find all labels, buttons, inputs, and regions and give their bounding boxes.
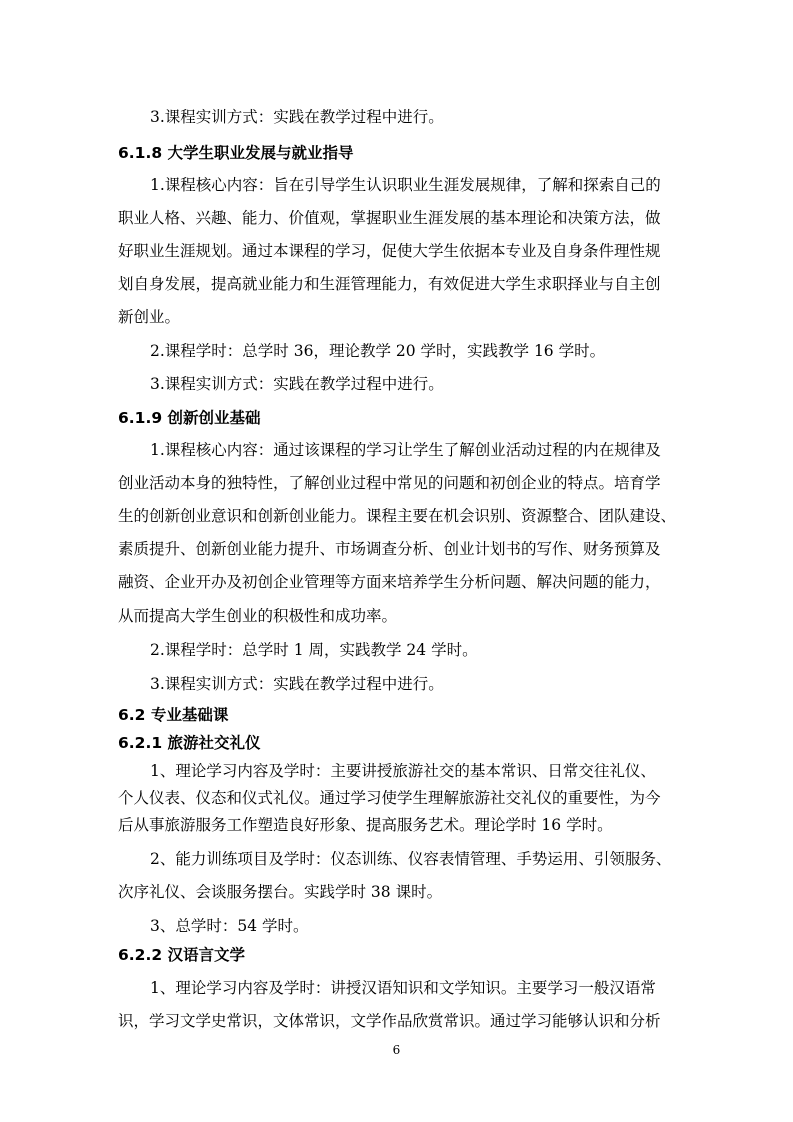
paragraph-line: 创业活动本身的独特性，了解创业过程中常见的问题和初创企业的特点。培育学	[118, 474, 661, 492]
paragraph-line: 1、理论学习内容及学时：主要讲授旅游社交的基本常识、日常交往礼仪、	[150, 762, 656, 780]
paragraph-line: 好职业生涯规划。通过本课程的学习，促使大学生依据本专业及自身条件理性规	[118, 242, 661, 260]
paragraph-line: 1.课程核心内容：通过该课程的学习让学生了解创业活动过程的内在规律及	[150, 441, 661, 459]
paragraph-line: 新创业。	[118, 308, 181, 326]
paragraph-line: 3.课程实训方式：实践在教学过程中进行。	[150, 375, 444, 393]
paragraph-line: 3、总学时：54 学时。	[150, 917, 309, 935]
paragraph-line: 生的创新创业意识和创新创业能力。课程主要在机会识别、资源整合、团队建设、	[118, 507, 677, 525]
paragraph-line: 1、理论学习内容及学时：讲授汉语知识和文学知识。主要学习一般汉语常	[150, 979, 656, 997]
section-heading-6-2: 6.2 专业基础课	[118, 706, 229, 724]
paragraph-line: 3.课程实训方式：实践在教学过程中进行。	[150, 675, 444, 693]
section-heading-6-2-1: 6.2.1 旅游社交礼仪	[118, 734, 261, 752]
section-heading-6-1-9: 6.1.9 创新创业基础	[118, 409, 261, 427]
page-number: 6	[392, 1043, 401, 1057]
paragraph-line: 次序礼仪、会谈服务摆台。实践学时 38 课时。	[118, 883, 443, 901]
paragraph-line: 1.课程核心内容：旨在引导学生认识职业生涯发展规律，了解和探索自己的	[150, 176, 661, 194]
paragraph-line: 从而提高大学生创业的积极性和成功率。	[118, 607, 398, 625]
section-heading-6-1-8: 6.1.8 大学生职业发展与就业指导	[118, 144, 354, 162]
training-method-line: 3.课程实训方式：实践在教学过程中进行。	[150, 108, 444, 126]
paragraph-line: 2.课程学时：总学时 1 周，实践教学 24 学时。	[150, 641, 478, 659]
paragraph-line: 素质提升、创新创业能力提升、市场调查分析、创业计划书的写作、财务预算及	[118, 540, 661, 558]
paragraph-line: 划自身发展，提高就业能力和生涯管理能力，有效促进大学生求职择业与自主创	[118, 275, 661, 293]
paragraph-line: 后从事旅游服务工作塑造良好形象、提高服务艺术。理论学时 16 学时。	[118, 816, 613, 834]
paragraph-line: 识，学习文学史常识，文体常识，文学作品欣赏常识。通过学习能够认识和分析	[118, 1012, 661, 1030]
paragraph-line: 2、能力训练项目及学时：仪态训练、仪容表情管理、手势运用、引领服务、	[150, 850, 672, 868]
paragraph-line: 2.课程学时：总学时 36，理论教学 20 学时，实践教学 16 学时。	[150, 342, 606, 360]
paragraph-line: 融资、企业开办及初创企业管理等方面来培养学生分析问题、解决问题的能力，	[118, 573, 661, 591]
section-heading-6-2-2: 6.2.2 汉语言文学	[118, 946, 246, 964]
paragraph-line: 个人仪表、仪态和仪式礼仪。通过学习使学生理解旅游社交礼仪的重要性，为今	[118, 789, 661, 807]
paragraph-line: 职业人格、兴趣、能力、价值观，掌握职业生涯发展的基本理论和决策方法，做	[118, 209, 661, 227]
